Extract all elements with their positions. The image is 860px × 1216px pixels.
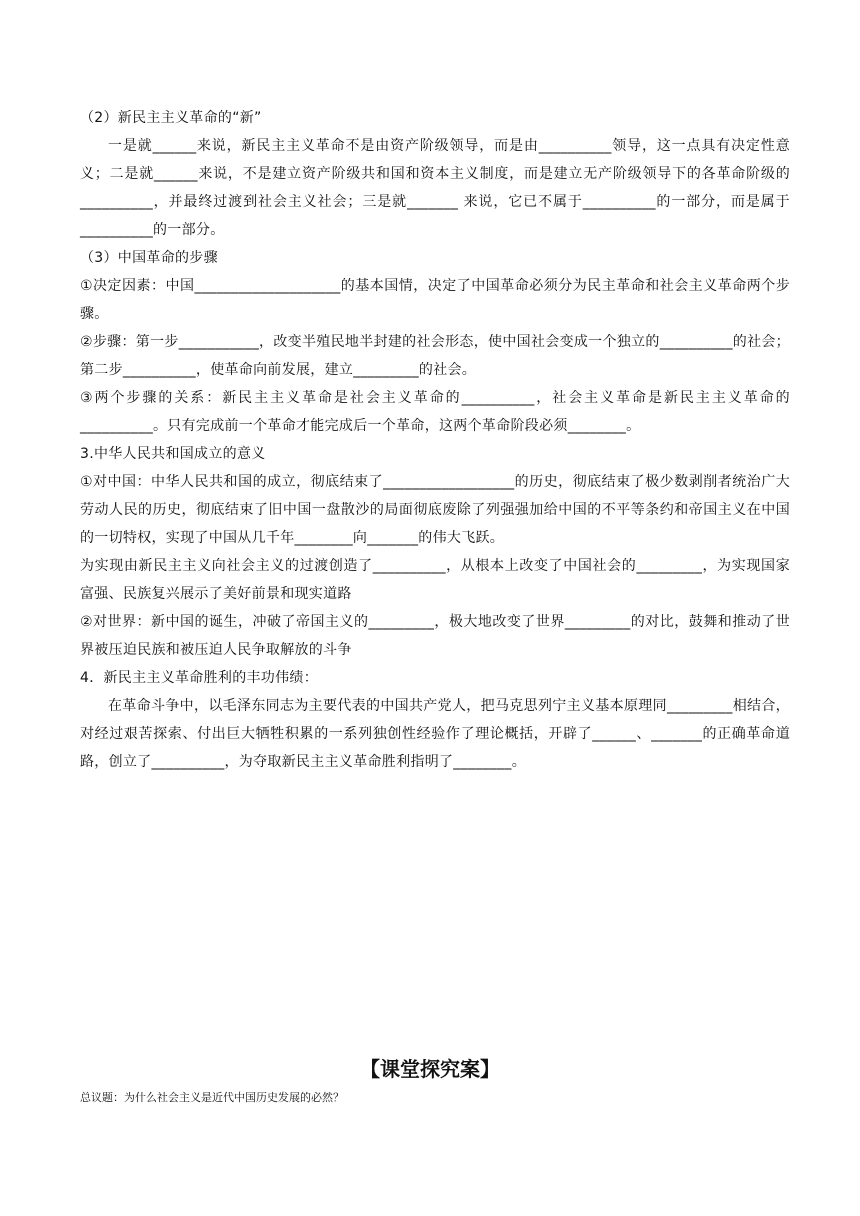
section-title: 【课堂探究案】 [360,1057,500,1081]
paragraph-steps: ②步骤：第一步___________，改变半殖民地半封建的社会形态，使中国社会变成一个独立的__________的社会；第二步__________，使革命向前发展，建立_________的社会。 [80,334,790,378]
paragraph-deciding-factor: ①决定因素：中国____________________的基本国情，决定了中国革命必须分为民主革命和社会主义革命两个步骤。 [80,278,790,322]
section-heading-significance: 3.中华人民共和国成立的意义 [80,446,266,462]
section-heading-achievements: 4．新民主主义革命胜利的丰功伟绩： [80,670,319,686]
subject-line: 总议题：为什么社会主义是近代中国历史发展的必然？ [80,1091,344,1104]
section-heading-steps: （3）中国革命的步骤 [80,250,218,266]
paragraph-steps-relation: ③两个步骤的关系：新民主主义革命是社会主义革命的__________，社会主义革命是新民主主义革命的__________。只有完成前一个革命才能完成后一个革命，这两个革命阶段必须________。 [80,390,790,434]
section-heading-new: （2）新民主主义革命的“新” [80,110,262,126]
study-guide-content [80,104,790,776]
paragraph-new-aspects: 一是就______来说，新民主主义革命不是由资产阶级领导，而是由__________领导，这一点具有决定性意义；二是就______来说，不是建立资产阶级共和国和资本主义制度，而是建立无产阶级领导下的各革命阶级的__________，并最终过渡到社会主义社会；三是就_______ 来说，它已不属于__________的一部分，而是属于__________的一部分。 [80,138,790,238]
paragraph-significance-china: ①对中国：中华人民共和国的成立，彻底结束了__________________的历史，彻底结束了极少数剥削者统治广大劳动人民的历史，彻底结束了旧中国一盘散沙的局面彻底废除了列强强加给中国的不平等条约和帝国主义在中国的一切特权，实现了中国从几千年________向_______的伟大飞跃。 [80,474,790,546]
paragraph-significance-world: ②对世界：新中国的诞生，冲破了帝国主义的_________，极大地改变了世界_________的对比，鼓舞和推动了世界被压迫民族和被压迫人民争取解放的斗争 [80,614,790,658]
paragraph-significance-transition: 为实现由新民主主义向社会主义的过渡创造了__________，从根本上改变了中国社会的_________，为实现国家富强、民族复兴展示了美好前景和现实道路 [80,558,790,602]
paragraph-achievements: 在革命斗争中，以毛泽东同志为主要代表的中国共产党人，把马克思列宁主义基本原理同_________相结合，对经过艰苦探索、付出巨大牺牲积累的一系列独创性经验作了理论概括，开辟了______、_______的正确革命道路，创立了__________，为夺取新民主主义革命胜利指明了________。 [80,698,790,770]
